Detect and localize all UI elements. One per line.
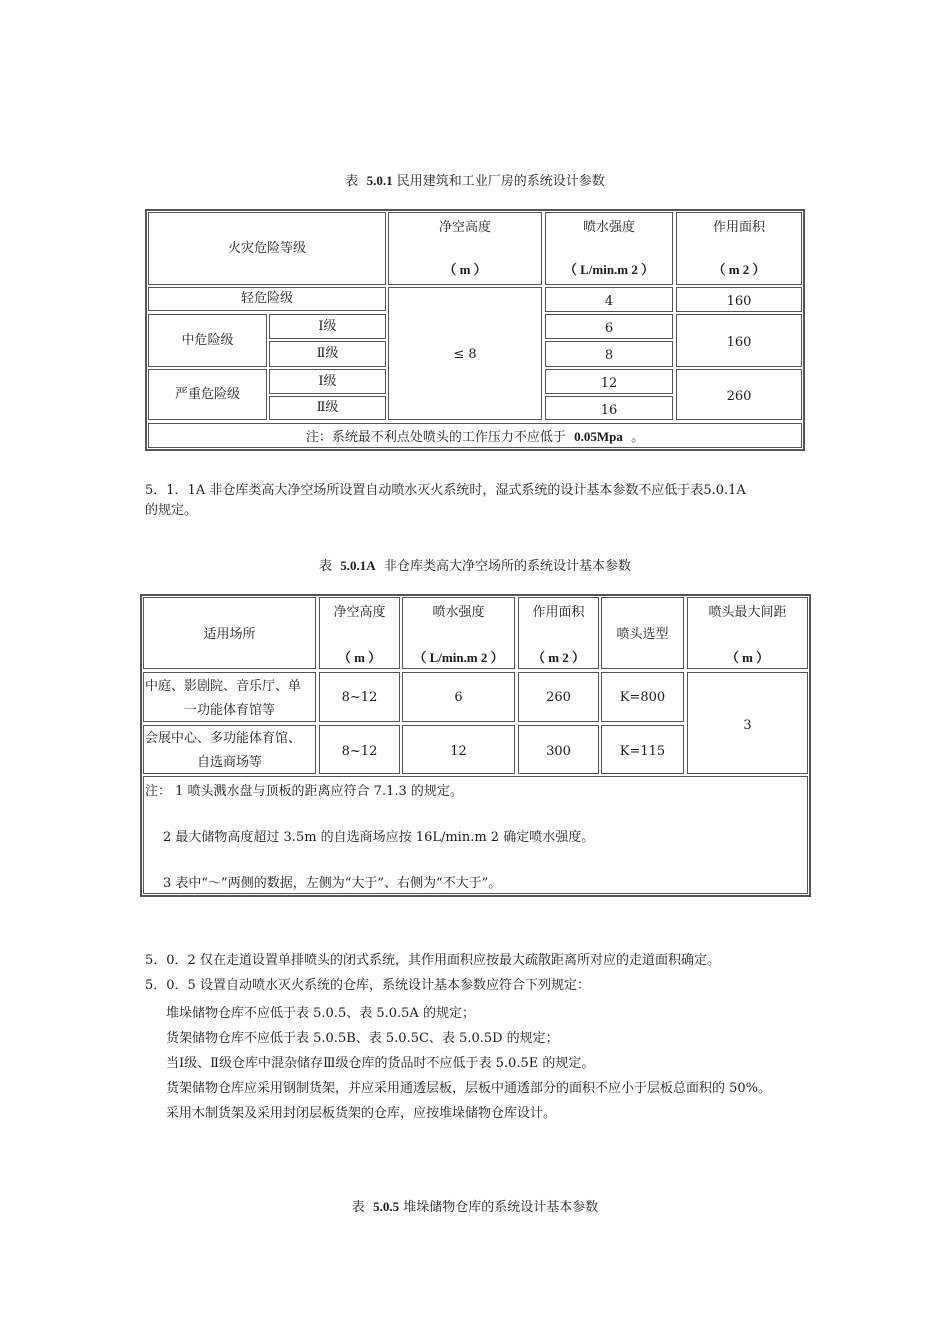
t2-row1-intensity: 6 bbox=[402, 672, 515, 722]
t2-header-spacing: 喷头最大间距 （ m ） bbox=[687, 597, 808, 669]
table1-caption: 表 5.0.1 民用建筑和工业厂房的系统设计参数 bbox=[345, 173, 605, 189]
t2-row1-place: 中庭、影剧院、音乐厅、单 一功能体育馆等 bbox=[143, 672, 316, 722]
t2-row2-area: 300 bbox=[518, 725, 599, 774]
t1-severe-label: 严重危险级 bbox=[148, 369, 267, 420]
t1-intensity-m1: 6 bbox=[545, 314, 673, 339]
t1-area-light: 160 bbox=[676, 287, 802, 312]
t2-row2-place: 会展中心、多功能体育馆、 自选商场等 bbox=[143, 725, 316, 774]
t2-notes bbox=[143, 776, 808, 894]
t1-intensity-s2: 16 bbox=[545, 396, 673, 420]
table2-caption: 表 5.0.1A 非仓库类高大净空场所的系统设计基本参数 bbox=[319, 558, 631, 574]
t2-header-intensity: 喷水强度 （ L/min.m 2 ） bbox=[402, 597, 515, 669]
t1-header-area: 作用面积 （ m 2 ） bbox=[676, 212, 802, 285]
t2-header-area: 作用面积 （ m 2 ） bbox=[518, 597, 599, 669]
t1-medium-grade2: Ⅱ级 bbox=[269, 341, 386, 367]
list-item: 货架储物仓库应采用钢制货架，并应采用通透层板，层板中通透部分的面积不应小于层板总面积的 50%。 bbox=[166, 1081, 772, 1096]
t2-note-1: 注： 1 喷头溅水盘与顶板的距离应符合 7.1.3 的规定。 bbox=[145, 784, 463, 799]
t1-header-intensity: 喷水强度 （ L/min.m 2 ） bbox=[545, 212, 673, 285]
t2-header-nozzle: 喷头选型 bbox=[601, 597, 684, 669]
t2-row1-height: 8~12 bbox=[319, 672, 400, 722]
clause-511a: 5．1．1A 非仓库类高大净空场所设置自动喷水灭火系统时，湿式系统的设计基本参数不应低于表5.0.1A 的规定。 bbox=[145, 483, 746, 518]
clause-505-items bbox=[166, 1001, 771, 1126]
t1-severe-grade2: Ⅱ级 bbox=[269, 396, 386, 420]
t1-medium-grade1: Ⅰ级 bbox=[269, 314, 386, 339]
t1-area-severe: 260 bbox=[676, 369, 802, 420]
t1-intensity-light: 4 bbox=[545, 287, 673, 312]
list-item: 堆垛储物仓库不应低于表 5.0.5、表 5.0.5A 的规定； bbox=[166, 1006, 475, 1021]
list-item: 货架储物仓库不应低于表 5.0.5B、表 5.0.5C、表 5.0.5D 的规定； bbox=[166, 1031, 559, 1046]
t2-row2-nozzle: K=115 bbox=[601, 725, 684, 774]
t1-area-medium: 160 bbox=[676, 314, 802, 367]
t2-row1-nozzle: K=800 bbox=[601, 672, 684, 722]
t2-row2-intensity: 12 bbox=[402, 725, 515, 774]
t2-header-height: 净空高度 （ m ） bbox=[319, 597, 400, 669]
t2-spacing-value: 3 bbox=[687, 672, 808, 774]
t1-intensity-m2: 8 bbox=[545, 341, 673, 367]
t2-note-3: 3 表中“～”两侧的数据，左侧为“大于”、右侧为“不大于”。 bbox=[163, 876, 502, 891]
t2-header-place: 适用场所 bbox=[143, 597, 316, 669]
t1-intensity-s1: 12 bbox=[545, 369, 673, 394]
clause-505: 5．0．5 设置自动喷水灭火系统的仓库，系统设计基本参数应符合下列规定： bbox=[145, 978, 590, 993]
clause-502: 5．0．2 仅在走道设置单排喷头的闭式系统，其作用面积应按最大疏散距离所对应的走道面积确定。 bbox=[145, 953, 720, 968]
t1-medium-label: 中危险级 bbox=[148, 314, 267, 367]
t1-header-level: 火灾危险等级 bbox=[148, 212, 386, 285]
t2-row1-area: 260 bbox=[518, 672, 599, 722]
table3-caption: 表 5.0.5 堆垛储物仓库的系统设计基本参数 bbox=[351, 1199, 599, 1215]
t1-header-height: 净空高度 （ m ） bbox=[388, 212, 542, 285]
t1-note: 注：系统最不利点处喷头的工作压力不应低于 0.05Mpa 。 bbox=[148, 423, 802, 448]
t1-light-label: 轻危险级 bbox=[148, 287, 386, 311]
list-item: 当Ⅰ级、Ⅱ级仓库中混杂储存Ⅲ级仓库的货品时不应低于表 5.0.5E 的规定。 bbox=[166, 1056, 595, 1071]
t1-severe-grade1: Ⅰ级 bbox=[269, 369, 386, 394]
t2-note-2: 2 最大储物高度超过 3.5m 的自选商场应按 16L/min.m 2 确定喷水强度。 bbox=[163, 830, 595, 845]
list-item: 采用木制货架及采用封闭层板货架的仓库，应按堆垛储物仓库设计。 bbox=[166, 1106, 557, 1121]
t2-row2-height: 8~12 bbox=[319, 725, 400, 774]
t1-height-value: ≤ 8 bbox=[388, 287, 542, 420]
